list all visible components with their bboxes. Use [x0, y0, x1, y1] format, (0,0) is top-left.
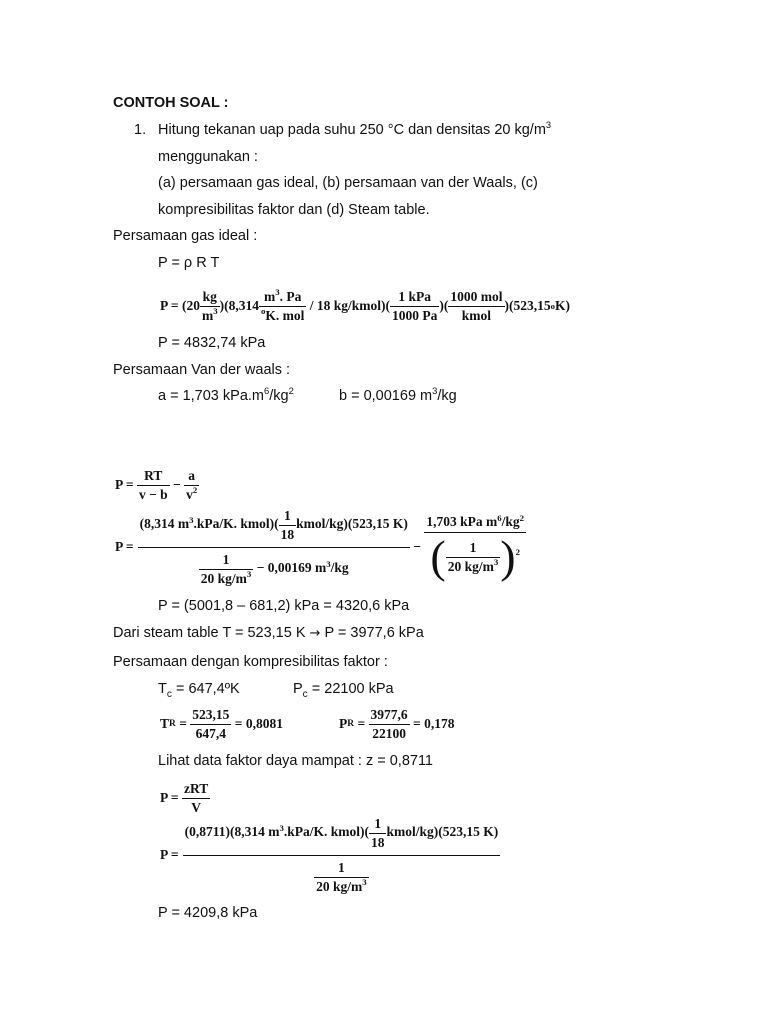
problem-line-2: menggunakan : [158, 149, 258, 165]
problem-line-3: (a) persamaan gas ideal, (b) persamaan van der Waals, (c) [158, 175, 538, 191]
ideal-gas-result: P = 4832,74 kPa [158, 335, 266, 351]
problem-number: 1. [134, 122, 147, 138]
ideal-gas-equation: P = (20 $\frac{kg}{m3}$ )(8,314 $\frac{m3. Pa}{\text{oK. mol}}$ / 18 kg/kmol)( $\frac{\text{1 kPa}}{1000 Pa}$ )( $\frac{\text{1000 mol}}{\text{kmol}}$ )(523,15 o K) [160, 287, 571, 323]
vdw-equation-general: P = $\frac{RT}{v - b}$ − $\frac{a}{v2}$ [115, 467, 198, 502]
steam-table-line: Dari steam table T = 523,15 K → P = 3977,6 kPa [113, 625, 424, 641]
compress-equation-general: P = $\frac{\text{zRT}}{V}$ [160, 780, 209, 815]
compress-z-line: Lihat data faktor daya mampat : z = 0,8711 [158, 753, 433, 769]
vdw-label: Persamaan Van der waals : [113, 362, 291, 378]
reduced-pressure: P R = $\frac{3977,6}{22100}$ = 0,178 [339, 706, 455, 741]
arrow-right-icon: → [309, 626, 321, 641]
problem-line-1: Hitung tekanan uap pada suhu 250 °C dan densitas 20 $kg/m^3$ [158, 119, 552, 138]
vdw-equation-substituted: P = (8,314 m3.kPa/K. kmol)( $\frac{1}{18}$ kmol/kg)(523,15 K) $\frac{1}{20 kg/m3}$ − 0,00169 m3/kg − 1,703 kPa m6/kg2 ( $\frac{1}{20 kg/m3}$ )2 [115, 507, 524, 586]
compress-result: P = 4209,8 kPa [158, 905, 258, 921]
compress-pc: $P_c = 22100$ kPa [293, 681, 394, 700]
heading: CONTOH SOAL : [113, 95, 229, 111]
compress-equation-substituted: P = (0,8711)(8,314 m3.kPa/K. kmol)( $\frac{1}{18}$ kmol/kg)(523,15 K) $\frac{1}{20 kg/m3}$ [160, 815, 499, 894]
ideal-gas-formula: P = ρ R T [158, 255, 220, 271]
vdw-b-value: b = 0,00169 $m^3/kg$ [339, 385, 457, 404]
compress-label: Persamaan dengan kompresibilitas faktor : [113, 654, 388, 670]
compress-tc: $T_c$ = 647,4ºK [158, 681, 240, 700]
problem-line-4: kompresibilitas faktor dan (d) Steam table. [158, 202, 430, 218]
vdw-a-value: a = 1,703 $kPa.m^6/kg^2$ [158, 385, 294, 404]
ideal-gas-label: Persamaan gas ideal : [113, 228, 258, 244]
vdw-result: P = (5001,8 – 681,2) kPa = 4320,6 kPa [158, 598, 410, 614]
reduced-temperature: T R = $\frac{523,15}{647,4}$ = 0,8081 [160, 706, 283, 741]
